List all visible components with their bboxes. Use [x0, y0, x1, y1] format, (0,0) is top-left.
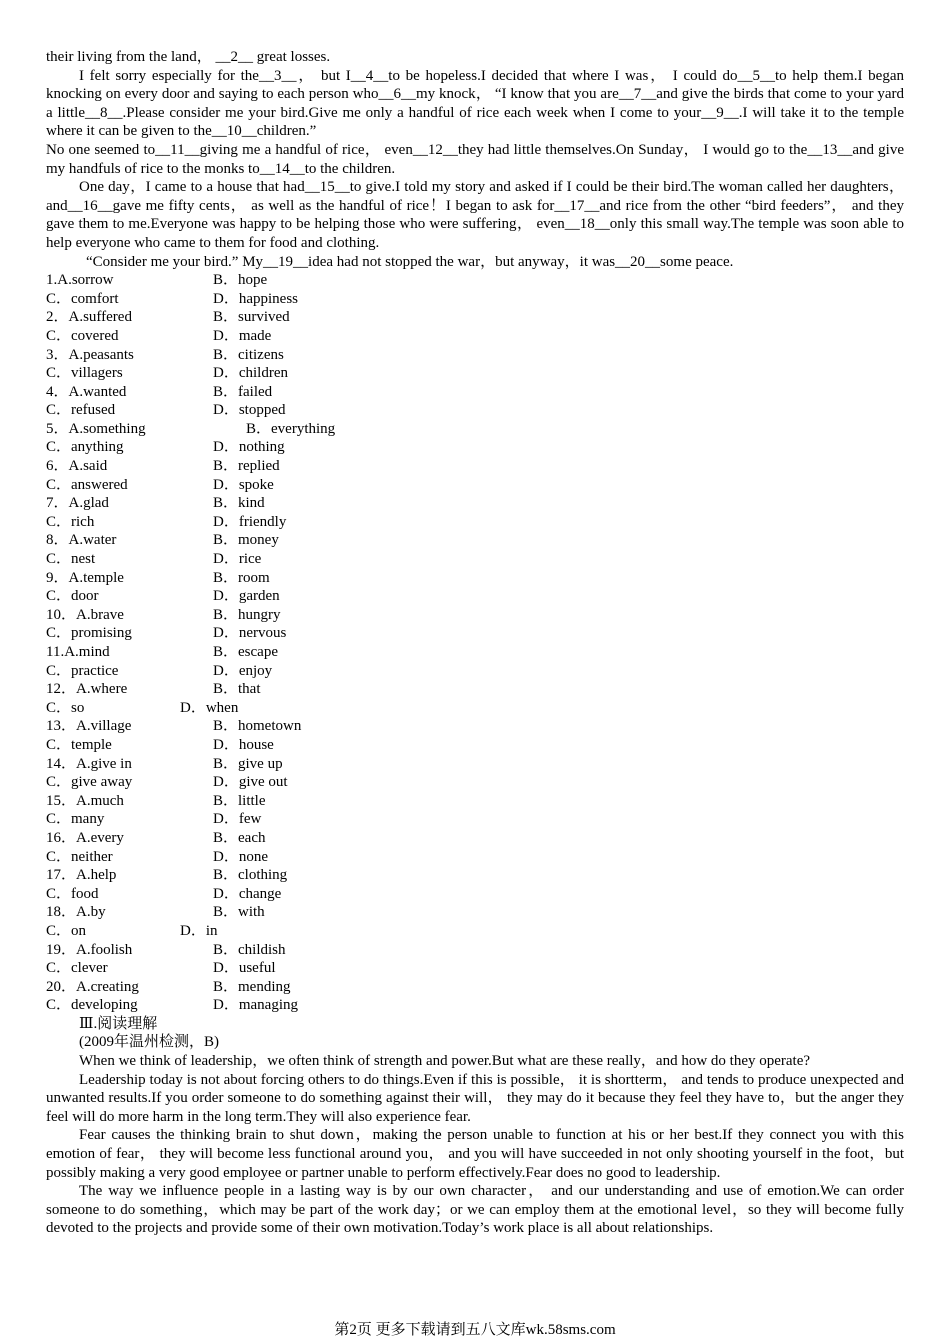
option-a: 8．A.water [46, 532, 117, 549]
reading-paragraph: Leadership today is not about forcing others to do things.Even if this is possible， it is shortterm， and tends to produce unexpected and unwanted results.If you order someone to do something against their will， they may do it because they feel they have to，but the anger they feel will do more harm in the long term.They will also experience fear. [46, 1071, 904, 1125]
option-a: 17．A.help [46, 867, 117, 884]
reading-paragraph: The way we influence people in a lasting way is by our own character， and our understanding and use of emotion.We can order someone to do something，which may be part of the work day；or we can employ them at the emotional level，so they will become fully devoted to the projects and provide some of their own motivation.Today’s work place is all about relationships. [46, 1183, 904, 1237]
option-b: D．rice [213, 551, 262, 568]
passage-paragraph: No one seemed to__11__giving me a handful of rice， even__12__they had little themselves.On Sunday， I would go to the__13__and give my handfuls of rice to the monks to__14__to the children. [46, 141, 904, 177]
option-row [46, 959, 904, 978]
option-b: B．kind [213, 495, 265, 512]
option-a: C．food [46, 885, 99, 902]
option-row [46, 643, 904, 662]
option-b: B．replied [213, 458, 280, 475]
source-note: (2009年温州检测，B) [79, 1034, 219, 1051]
option-row [46, 271, 904, 290]
option-row [46, 922, 904, 941]
option-a: 9．A.temple [46, 569, 124, 586]
option-row [46, 457, 904, 476]
option-a: C．practice [46, 662, 119, 679]
option-a: C．temple [46, 736, 112, 753]
option-a: C．on [46, 922, 87, 939]
option-b: B．with [213, 904, 265, 921]
option-a: 5．A.something [46, 420, 146, 437]
option-row [46, 866, 904, 885]
document-page [46, 48, 904, 1238]
option-row [46, 327, 904, 346]
option-b: D．nervous [213, 625, 287, 642]
option-b: D．children [213, 365, 288, 382]
option-b: D．stopped [213, 402, 286, 419]
section-heading: Ⅲ.阅读理解 [79, 1015, 158, 1032]
page-footer: 第2页 更多下载请到五八文库wk.58sms.com [334, 1322, 616, 1338]
option-a: C．give away [46, 774, 133, 791]
passage-paragraph: “Consider me your bird.” My__19__idea had not stopped the war，but anyway，it was__20__some peace. [86, 253, 734, 270]
option-a: 3．A.peasants [46, 346, 134, 363]
option-b: B．room [213, 569, 270, 586]
option-b: B．survived [213, 309, 290, 326]
option-row [46, 903, 904, 922]
option-b: D．in [180, 922, 218, 939]
option-a: C．developing [46, 997, 138, 1014]
option-a: C．neither [46, 848, 113, 865]
option-b: D．garden [213, 588, 280, 605]
option-row [46, 978, 904, 997]
reading-paragraph: Fear causes the thinking brain to shut down，making the person unable to function at his or her best.If they connect you with this emotion of fear， they will become less functional around you， and you will have succeeded in not only shooting yourself in the foot，but possibly making a very good employee or partner unable to perform effectively.Fear does no good to leadership. [46, 1127, 904, 1181]
option-a: C．rich [46, 513, 95, 530]
option-b: D．none [213, 848, 268, 865]
option-b: B．clothing [213, 867, 288, 884]
option-a: C．villagers [46, 365, 123, 382]
option-b: D．nothing [213, 439, 285, 456]
option-row [46, 792, 904, 811]
option-a: C．promising [46, 625, 132, 642]
option-a: 20．A.creating [46, 978, 139, 995]
option-row [46, 476, 904, 495]
option-a: C．anything [46, 439, 124, 456]
option-b: B．give up [213, 755, 283, 772]
option-b: B．each [213, 829, 266, 846]
option-row [46, 848, 904, 867]
option-a: 10．A.brave [46, 606, 124, 623]
option-row [46, 513, 904, 532]
option-a: 6．A.said [46, 458, 108, 475]
option-b: D．enjoy [213, 662, 273, 679]
option-b: B．little [213, 792, 266, 809]
option-row [46, 364, 904, 383]
option-row [46, 550, 904, 569]
option-row [46, 401, 904, 420]
option-a: 11.A.mind [46, 644, 110, 660]
option-row [46, 308, 904, 327]
option-b: B．hungry [213, 606, 281, 623]
option-a: C．so [46, 699, 85, 716]
option-row [46, 810, 904, 829]
passage-paragraph: One day，I came to a house that had__15__to give.I told my story and asked if I could be their bird.The woman called her daughters， and__16__gave me fifty cents， as well as the handful of rice！I began to ask for__17__and rice from the other “bird feeders”， and they gave them to me.Everyone was happy to be helping those who were suffering， even__18__only this small way.The temple was soon able to help everyone who came to them for food and clothing. [46, 179, 904, 251]
option-b: D．change [213, 885, 282, 902]
option-b: B．escape [213, 644, 278, 660]
option-a: C．answered [46, 476, 128, 493]
option-b: D．useful [213, 960, 276, 977]
option-row [46, 829, 904, 848]
option-row [46, 680, 904, 699]
option-b: B．that [213, 681, 261, 698]
option-a: 19．A.foolish [46, 941, 133, 958]
option-b: B．hometown [213, 718, 302, 735]
option-a: 18．A.by [46, 904, 106, 921]
option-row [46, 736, 904, 755]
option-row [46, 941, 904, 960]
option-a: 7．A.glad [46, 495, 109, 512]
option-row [46, 587, 904, 606]
option-a: C．many [46, 811, 105, 828]
option-row [46, 996, 904, 1015]
option-row [46, 755, 904, 774]
option-b: B．citizens [213, 346, 284, 363]
option-b: D．made [213, 327, 272, 344]
options-list [46, 271, 904, 1015]
option-row [46, 773, 904, 792]
option-b: D．house [213, 736, 274, 753]
option-a: C．door [46, 588, 99, 605]
option-b: B．everything [246, 420, 336, 437]
option-b: B．mending [213, 978, 291, 995]
option-b: D．happiness [213, 290, 298, 307]
option-a: 2．A.suffered [46, 309, 132, 326]
option-row [46, 531, 904, 550]
option-row [46, 885, 904, 904]
option-b: D．friendly [213, 513, 287, 530]
option-a: 13．A.village [46, 718, 132, 735]
option-a: C．clever [46, 960, 108, 977]
option-row [46, 346, 904, 365]
option-a: C．nest [46, 551, 96, 568]
option-a: 4．A.wanted [46, 383, 127, 400]
option-a: C．covered [46, 327, 119, 344]
reading-paragraph: When we think of leadership，we often think of strength and power.But what are these really，and how do they operate? [79, 1053, 811, 1070]
option-b: B．failed [213, 383, 273, 400]
option-b: D．give out [213, 774, 288, 791]
option-a: 14．A.give in [46, 755, 132, 772]
option-row [46, 420, 904, 439]
option-b: B．childish [213, 941, 286, 958]
option-b: B．hope [213, 272, 268, 289]
option-row [46, 494, 904, 513]
passage-paragraph: their living from the land， __2__ great losses. [46, 49, 331, 65]
option-a: C．comfort [46, 290, 119, 307]
option-a: 15．A.much [46, 792, 124, 809]
option-b: D．managing [213, 997, 298, 1014]
option-a: 12．A.where [46, 681, 128, 698]
option-row [46, 699, 904, 718]
option-a: 16．A.every [46, 829, 124, 846]
option-row [46, 438, 904, 457]
option-row [46, 569, 904, 588]
option-a: 1.A.sorrow [46, 272, 114, 289]
option-b: D．when [180, 699, 239, 716]
option-row [46, 606, 904, 625]
option-row [46, 662, 904, 681]
option-a: C．refused [46, 402, 116, 419]
option-row [46, 624, 904, 643]
option-b: D．spoke [213, 476, 274, 493]
option-b: B．money [213, 532, 279, 549]
option-row [46, 383, 904, 402]
option-row [46, 290, 904, 309]
option-b: D．few [213, 811, 262, 828]
option-row [46, 717, 904, 736]
passage-paragraph: I felt sorry especially for the__3__， but I__4__to be hopeless.I decided that where I was， I could do__5__to help them.I began knocking on every door and saying to each person who__6__my knock， “I know that you are__7__and give the birds that come to your yard a little__8__.Please consider me your bird.Give me only a handful of rice each week when I come to your__9__.I will take it to the temple where it can be given to the__10__children.” [46, 67, 904, 140]
